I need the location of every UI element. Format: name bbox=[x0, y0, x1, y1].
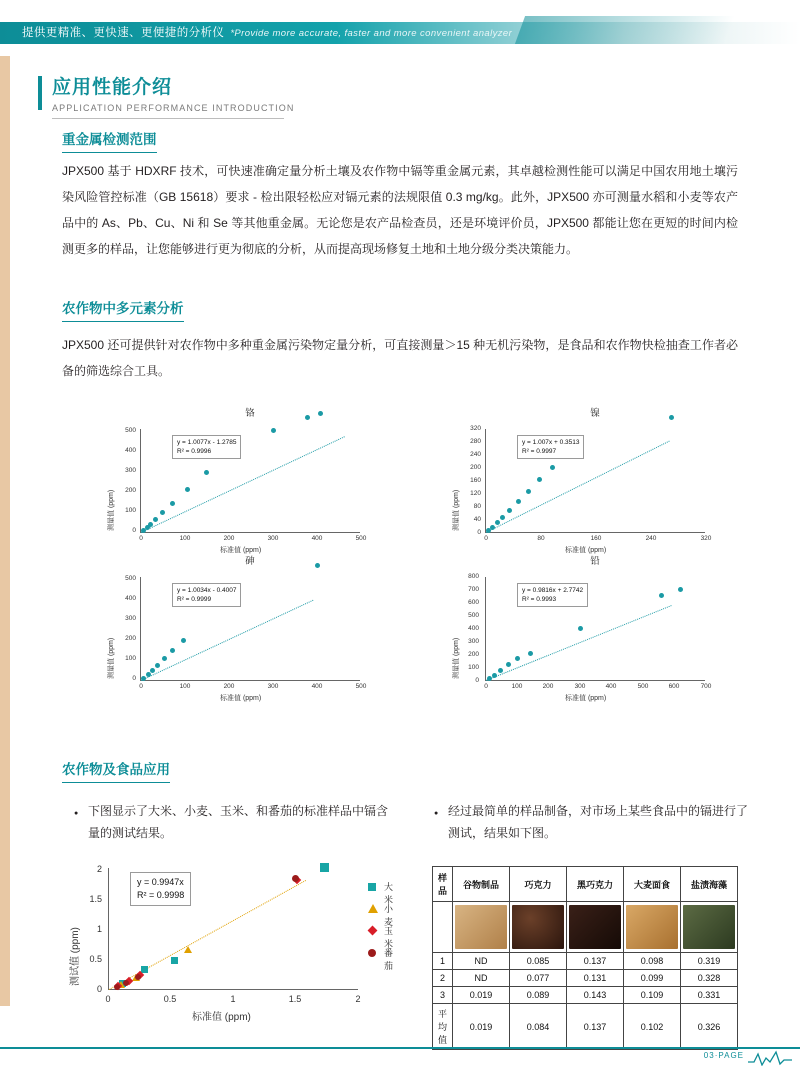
xtick: 0 bbox=[139, 683, 143, 690]
ytick: 200 bbox=[470, 464, 481, 471]
table-cell-empty bbox=[433, 902, 453, 953]
bullet-left: ● 下图显示了大米、小麦、玉米、和番茄的标准样品中镉含量的测试结果。 bbox=[88, 800, 398, 844]
ytick: 1 bbox=[96, 924, 102, 934]
table-cell-image bbox=[624, 902, 681, 953]
table-row bbox=[433, 987, 738, 1004]
table-row-label: 平均值 bbox=[433, 1004, 453, 1050]
chart-xlabel-cadmium: 标准值 (ppm) bbox=[192, 1012, 251, 1023]
trendline bbox=[141, 600, 314, 681]
table-cell: 0.089 bbox=[510, 987, 567, 1004]
ytick: 200 bbox=[125, 487, 136, 494]
legend-marker-square-icon bbox=[368, 883, 376, 891]
data-point-tomato bbox=[114, 984, 120, 990]
xtick: 500 bbox=[355, 535, 367, 542]
ytick: 400 bbox=[125, 447, 136, 454]
table-cell-image bbox=[567, 902, 624, 953]
xtick: 400 bbox=[311, 535, 323, 542]
xtick: 300 bbox=[574, 683, 586, 690]
legend-marker-diamond-icon bbox=[368, 926, 378, 936]
ytick: 80 bbox=[473, 503, 481, 510]
xtick: 400 bbox=[605, 683, 617, 690]
table-cell-image bbox=[453, 902, 510, 953]
ytick: 320 bbox=[470, 425, 481, 432]
xtick: 1 bbox=[230, 994, 236, 1004]
chart-ylabel-nickel: 测量值 (ppm) bbox=[453, 489, 460, 531]
legend-marker-triangle-icon bbox=[368, 904, 378, 913]
title-accent-mark bbox=[38, 76, 42, 110]
section-body-multi-element: JPX500 还可提供针对农作物中多种重金属污染物定量分析，可直接测量＞15 种无机污染物，是食品和农作物快检抽查工作者必备的筛选综合工具。 bbox=[62, 338, 738, 378]
table-header-cell: 谷物制品 bbox=[453, 867, 510, 902]
ytick: 600 bbox=[468, 599, 479, 606]
ytick: 200 bbox=[125, 635, 136, 642]
banner-text-cn: 提供更精准、更快速、更便捷的分析仪 bbox=[22, 27, 225, 39]
ytick: 500 bbox=[125, 575, 136, 582]
legend-label: 大米 bbox=[384, 882, 394, 905]
table-row bbox=[433, 1004, 738, 1050]
ytick: 120 bbox=[470, 490, 481, 497]
xtick: 80 bbox=[537, 535, 545, 542]
xtick: 0 bbox=[484, 683, 488, 690]
ytick: 240 bbox=[470, 451, 481, 458]
xtick: 240 bbox=[645, 535, 657, 542]
banner-swoosh-decoration bbox=[515, 16, 800, 44]
banner-text-en: *Provide more accurate, faster and more convenient analyzer bbox=[230, 28, 513, 39]
sample-photo-barley-pasta bbox=[626, 905, 678, 949]
chart-equation-cadmium bbox=[130, 872, 191, 906]
chart-ylabel-chromium: 测量值 (ppm) bbox=[108, 489, 115, 531]
table-cell: 0.137 bbox=[567, 953, 624, 970]
xtick: 200 bbox=[223, 535, 235, 542]
legend-label: 小麦 bbox=[384, 904, 394, 927]
legend-label: 番茄 bbox=[384, 948, 394, 971]
table-cell-image bbox=[681, 902, 738, 953]
table-cell-image bbox=[510, 902, 567, 953]
r2-text: R² = 0.9998 bbox=[137, 890, 185, 900]
page-number: 03·PAGE bbox=[703, 1051, 744, 1060]
ytick: 280 bbox=[470, 438, 481, 445]
ytick: 160 bbox=[470, 477, 481, 484]
xtick: 300 bbox=[267, 683, 279, 690]
data-point-rice bbox=[171, 957, 178, 964]
chart-title-lead: 铅 bbox=[590, 556, 600, 567]
ytick: 800 bbox=[468, 573, 479, 580]
chart-nickel bbox=[445, 405, 745, 554]
xtick: 0 bbox=[139, 535, 143, 542]
sample-photo-salted-seaweed bbox=[683, 905, 735, 949]
table-header-cell: 黑巧克力 bbox=[567, 867, 624, 902]
section-heading-heavy-metal: 重金属检测范围 bbox=[62, 128, 157, 153]
equation-text: y = 0.9947x bbox=[137, 877, 184, 887]
ytick: 300 bbox=[125, 467, 136, 474]
xtick: 300 bbox=[267, 535, 279, 542]
table-cell: 0.099 bbox=[624, 970, 681, 987]
table-row bbox=[433, 970, 738, 987]
data-point-tomato bbox=[135, 974, 141, 980]
ytick: 100 bbox=[468, 664, 479, 671]
table-cell: 0.019 bbox=[453, 987, 510, 1004]
ytick: 200 bbox=[468, 651, 479, 658]
page-title-en: APPLICATION PERFORMANCE INTRODUCTION bbox=[52, 103, 295, 113]
table-image-row bbox=[433, 902, 738, 953]
xtick: 0 bbox=[105, 994, 111, 1004]
xtick: 500 bbox=[355, 683, 367, 690]
ytick: 400 bbox=[125, 595, 136, 602]
xtick: 200 bbox=[542, 683, 554, 690]
table-header-row bbox=[433, 867, 738, 902]
xtick: 500 bbox=[637, 683, 649, 690]
xtick: 700 bbox=[700, 683, 712, 690]
ytick: 100 bbox=[125, 655, 136, 662]
xtick: 200 bbox=[223, 683, 235, 690]
banner-text bbox=[22, 24, 512, 40]
section-body-heavy-metal: JPX500 基于 HDXRF 技术，可快速准确定量分析土壤及农作物中镉等重金属元素，其卓越检测性能可以满足中国农用地土壤污染风险管控标准（GB 15618）要求 - 检出限轻松应对镉元素的法规限值 0.3 mg/kg。此外，JPX500 亦可测量水稻和小麦等农产品中的 As、Pb、Cu、Ni 和 Se 等其他重金属。无论您是农产品检查员，还是环境评价员，JPX500 都能让您在更短的时间内检测更多的样品，让您能够进行更为彻底的分析，从而提高现场修复土地和土地分级分类决策能力。 bbox=[62, 164, 738, 256]
ytick: 100 bbox=[125, 507, 136, 514]
legend-marker-circle-icon bbox=[368, 949, 376, 957]
sample-photo-grain bbox=[455, 905, 507, 949]
ytick: 500 bbox=[468, 612, 479, 619]
r2-text: R² = 0.9997 bbox=[522, 448, 557, 455]
chart-ylabel-lead: 测量值 (ppm) bbox=[453, 637, 460, 679]
xtick: 600 bbox=[668, 683, 680, 690]
table-cell: 0.137 bbox=[567, 1004, 624, 1050]
chart-ylabel-cadmium: 测试值 (ppm) bbox=[70, 927, 81, 986]
chart-title-nickel: 镍 bbox=[590, 408, 600, 419]
left-accent-bar bbox=[0, 56, 10, 676]
chart-chromium bbox=[100, 405, 400, 554]
chart-ylabel-arsenic: 测量值 (ppm) bbox=[108, 637, 115, 679]
r2-text: R² = 0.9996 bbox=[177, 448, 212, 455]
chart-xlabel-arsenic: 标准值 (ppm) bbox=[220, 695, 262, 702]
page-title: 应用性能介绍 bbox=[52, 77, 173, 98]
bullet-right: ● 经过最简单的样品制备，对市场上某些食品中的镉进行了测试，结果如下图。 bbox=[448, 800, 748, 844]
xtick: 160 bbox=[590, 535, 602, 542]
table-cell: 0.019 bbox=[453, 1004, 510, 1050]
table-cell: 0.084 bbox=[510, 1004, 567, 1050]
table-cell: 0.328 bbox=[681, 970, 738, 987]
data-point-wheat bbox=[184, 946, 192, 953]
xtick: 100 bbox=[511, 683, 523, 690]
table-row-label: 1 bbox=[433, 953, 453, 970]
ytick: 0.5 bbox=[89, 954, 102, 964]
table-cell: 0.143 bbox=[567, 987, 624, 1004]
chart-equation-chromium bbox=[172, 435, 241, 459]
table-cell: 0.077 bbox=[510, 970, 567, 987]
r2-text: R² = 0.9993 bbox=[522, 596, 557, 603]
xtick: 100 bbox=[179, 535, 191, 542]
page-title-block bbox=[52, 72, 294, 119]
table-cell: 0.085 bbox=[510, 953, 567, 970]
title-divider bbox=[52, 118, 284, 119]
chart-xlabel-nickel: 标准值 (ppm) bbox=[565, 547, 607, 554]
ytick: 300 bbox=[125, 615, 136, 622]
table-row-label: 2 bbox=[433, 970, 453, 987]
chart-title-arsenic: 砷 bbox=[245, 556, 255, 567]
table-header-cell: 盐渍海藻 bbox=[681, 867, 738, 902]
data-point-tomato bbox=[123, 980, 129, 986]
equation-text: y = 0.9816x + 2.7742 bbox=[522, 587, 584, 594]
equation-text: y = 1.007x + 0.3513 bbox=[522, 439, 580, 446]
table-cell: 0.131 bbox=[567, 970, 624, 987]
sample-photo-chocolate bbox=[512, 905, 564, 949]
table-cell: 0.109 bbox=[624, 987, 681, 1004]
trendline bbox=[486, 605, 672, 681]
chart-equation-arsenic bbox=[172, 583, 241, 607]
sample-photo-dark-chocolate bbox=[569, 905, 621, 949]
chart-equation-nickel bbox=[517, 435, 584, 459]
table-cell: 0.326 bbox=[681, 1004, 738, 1050]
table-header-cell: 样品 bbox=[433, 867, 453, 902]
table-cell: 0.102 bbox=[624, 1004, 681, 1050]
ytick: 400 bbox=[468, 625, 479, 632]
xtick: 0 bbox=[484, 535, 488, 542]
xtick: 0.5 bbox=[163, 994, 177, 1004]
chart-title-chromium: 铬 bbox=[245, 408, 255, 419]
xtick: 320 bbox=[700, 535, 712, 542]
table-cell: 0.098 bbox=[624, 953, 681, 970]
ytick: 0 bbox=[477, 529, 481, 536]
footer-divider bbox=[0, 1047, 800, 1049]
ytick: 500 bbox=[125, 427, 136, 434]
chart-arsenic bbox=[100, 553, 400, 702]
ytick: 40 bbox=[473, 516, 481, 523]
table-cell: 0.319 bbox=[681, 953, 738, 970]
data-point-tomato bbox=[292, 875, 299, 882]
ytick: 0 bbox=[132, 675, 136, 682]
section-heading-crop-food: 农作物及食品应用 bbox=[62, 758, 170, 783]
table-header-cell: 大麦面食 bbox=[624, 867, 681, 902]
section-heading-multi-element: 农作物中多元素分析 bbox=[62, 297, 184, 322]
xtick: 2 bbox=[355, 994, 361, 1004]
table-cell: ND bbox=[453, 970, 510, 987]
ytick: 1.5 bbox=[89, 894, 102, 904]
data-point-rice bbox=[320, 863, 329, 872]
chart-equation-lead bbox=[517, 583, 588, 607]
chart-xlabel-lead: 标准值 (ppm) bbox=[565, 695, 607, 702]
equation-text: y = 1.0034x - 0.4007 bbox=[177, 587, 237, 594]
ytick: 0 bbox=[475, 677, 479, 684]
xtick: 100 bbox=[179, 683, 191, 690]
r2-text: R² = 0.9999 bbox=[177, 596, 212, 603]
table-cell: 0.331 bbox=[681, 987, 738, 1004]
food-cadmium-table bbox=[432, 866, 738, 1050]
ytick: 2 bbox=[96, 864, 102, 874]
table-cell: ND bbox=[453, 953, 510, 970]
ytick: 300 bbox=[468, 638, 479, 645]
table-row bbox=[433, 953, 738, 970]
wave-icon bbox=[748, 1050, 792, 1066]
top-banner bbox=[0, 0, 800, 56]
equation-text: y = 1.0077x - 1.2785 bbox=[177, 439, 237, 446]
ytick: 0 bbox=[96, 984, 102, 994]
table-header-cell: 巧克力 bbox=[510, 867, 567, 902]
ytick: 700 bbox=[468, 586, 479, 593]
chart-xlabel-chromium: 标准值 (ppm) bbox=[220, 547, 262, 554]
chart-lead bbox=[445, 553, 745, 702]
xtick: 400 bbox=[311, 683, 323, 690]
legend-label: 玉米 bbox=[384, 926, 394, 949]
xtick: 1.5 bbox=[288, 994, 302, 1004]
left-accent-bar-lower bbox=[0, 676, 10, 1006]
table-row-label: 3 bbox=[433, 987, 453, 1004]
chart-cadmium-standards bbox=[62, 858, 422, 1023]
ytick: 0 bbox=[132, 527, 136, 534]
